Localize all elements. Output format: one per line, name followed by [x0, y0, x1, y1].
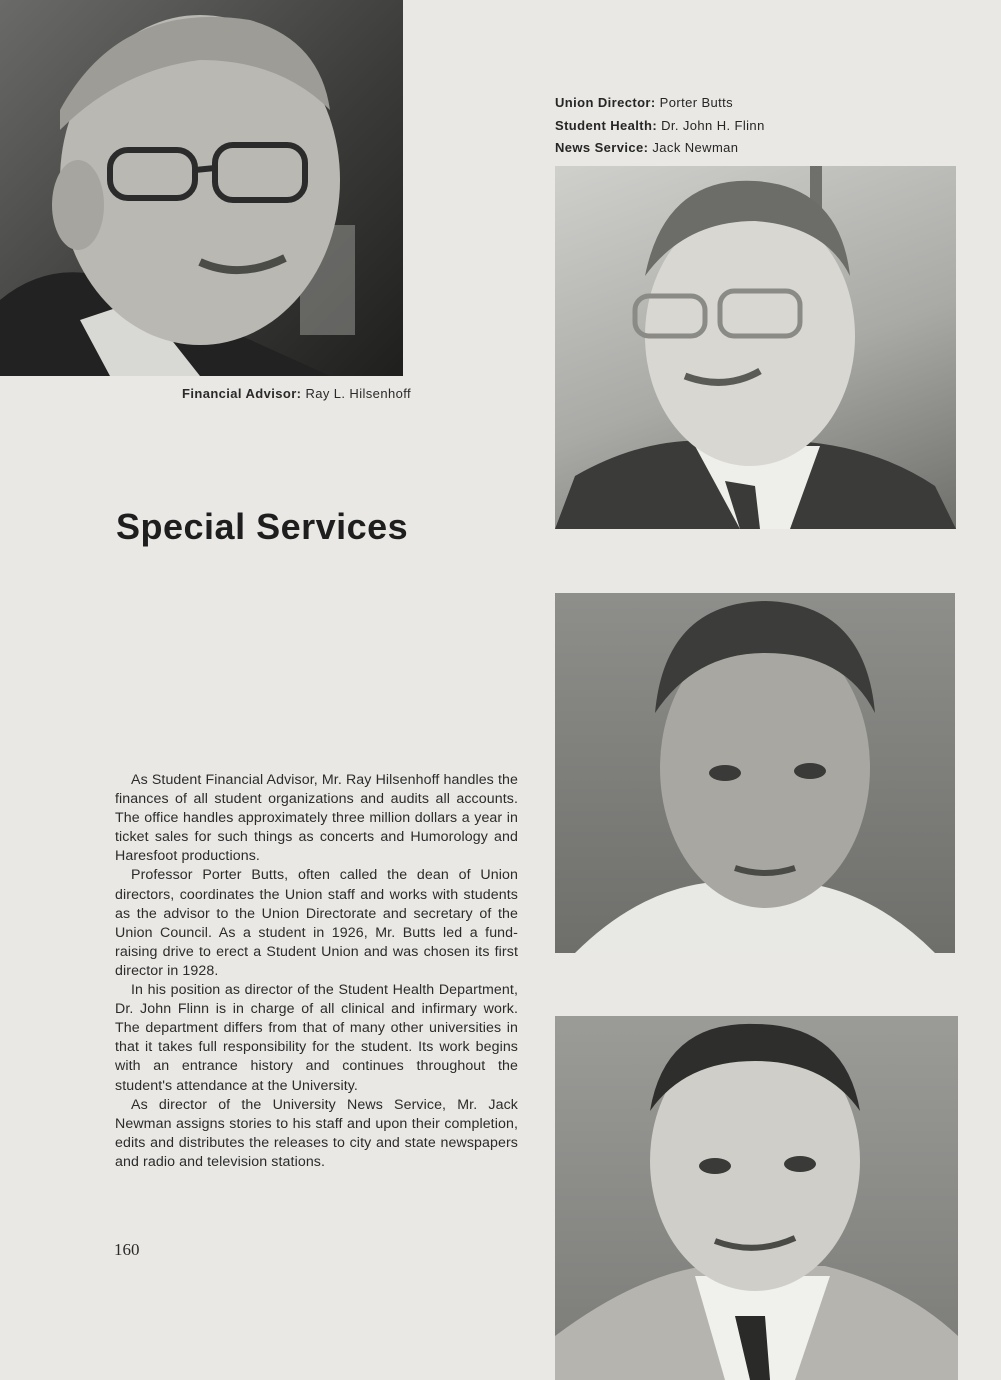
portrait-photo-butts [555, 166, 956, 529]
caption-financial-advisor [182, 386, 411, 401]
caption-role: Union Director: [555, 95, 656, 110]
portrait-hilsenhoff-drawing [0, 0, 403, 376]
caption-name: Jack Newman [652, 140, 739, 155]
caption-name: Ray L. Hilsenhoff [305, 386, 411, 401]
page-number: 160 [114, 1240, 140, 1259]
caption-union-director [555, 95, 733, 110]
caption-news-service [555, 140, 738, 155]
portrait-flinn-drawing [555, 593, 955, 953]
paragraph: In his position as director of the Student Health Department, Dr. John Flinn is in charge of all clinical and infirmary work. The department differs from that of many other universities in that it takes full responsibility for the student. Its work begins with an entrance history and continues throughout the student's attendance at the University. [115, 982, 518, 1094]
paragraph: As director of the University News Service, Mr. Jack Newman assigns stories to his staff and upon their completion, edits and distributes the releases to city and state newspapers and radio and television stations. [115, 1096, 518, 1170]
caption-name: Porter Butts [659, 95, 734, 110]
portrait-newman-drawing [555, 1016, 958, 1380]
caption-name: Dr. John H. Flinn [661, 118, 765, 133]
caption-role: Financial Advisor: [182, 386, 302, 401]
article-body [115, 771, 518, 1172]
caption-role: News Service: [555, 140, 649, 155]
caption-role: Student Health: [555, 118, 658, 133]
caption-student-health [555, 118, 765, 133]
paragraph: Professor Porter Butts, often called the dean of Union directors, coordinates the Union staff and works with students as the advisor to the Union Directorate and secretary of the Union Council. As a student in 1926, Mr. Butts led a fund-raising drive to erect a Student Union and was chosen its first director in 1928. [115, 867, 518, 979]
paragraph: As Student Financial Advisor, Mr. Ray Hilsenhoff handles the finances of all student organizations and audits all accounts. The office handles approximately three million dollars a year in ticket sales for such things as concerts and Humorology and Haresfoot productions. [115, 772, 518, 865]
portrait-photo-newman [555, 1016, 958, 1380]
portrait-photo-hilsenhoff [0, 0, 403, 376]
page-title: Special Services [116, 506, 409, 547]
portrait-butts-drawing [555, 166, 956, 529]
portrait-photo-flinn [555, 593, 955, 953]
